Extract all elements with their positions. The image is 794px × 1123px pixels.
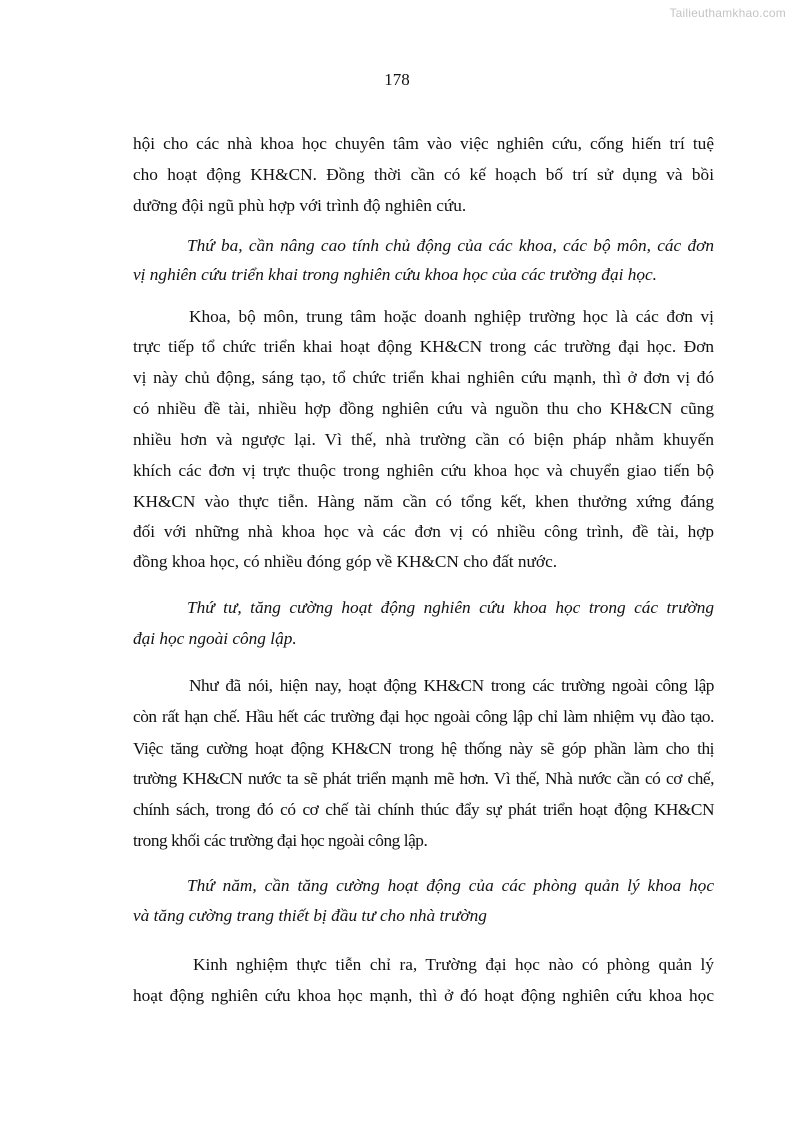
text-line: Thứ tư, tăng cường hoạt động nghiên cứu khoa học trong các trường bbox=[187, 598, 714, 617]
text-line: hoạt động nghiên cứu khoa học mạnh, thì ở đó hoạt động nghiên cứu khoa học bbox=[133, 986, 714, 1005]
watermark: Tailieuthamkhao.com bbox=[669, 6, 786, 20]
text-line: đối với những nhà khoa học và các đơn vị có nhiều công trình, đề tài, hợp bbox=[133, 522, 714, 541]
text-line: Việc tăng cường hoạt động KH&CN trong hệ thống này sẽ góp phần làm cho thị bbox=[133, 739, 714, 758]
page-number: 178 bbox=[384, 70, 410, 89]
text-line: khích các đơn vị trực thuộc trong nghiên cứu khoa học và chuyển giao tiến bộ bbox=[133, 461, 714, 480]
text-line: vị nghiên cứu triển khai trong nghiên cứu khoa học của các trường đại học. bbox=[133, 265, 657, 284]
text-line: vị này chủ động, sáng tạo, tổ chức triển khai nghiên cứu mạnh, thì ở đơn vị đó bbox=[133, 368, 714, 387]
text-line: trường KH&CN nước ta sẽ phát triển mạnh mẽ hơn. Vì thế, Nhà nước cần có cơ chế, bbox=[133, 769, 714, 788]
text-line: còn rất hạn chế. Hầu hết các trường đại học ngoài công lập chỉ làm nhiệm vụ đào tạo. bbox=[133, 707, 714, 726]
text-line: Khoa, bộ môn, trung tâm hoặc doanh nghiệp trường học là các đơn vị bbox=[189, 307, 714, 326]
text-line: nhiều hơn và ngược lại. Vì thế, nhà trường cần có biện pháp nhằm khuyến bbox=[133, 430, 714, 449]
text-line: hội cho các nhà khoa học chuyên tâm vào việc nghiên cứu, cống hiến trí tuệ bbox=[133, 134, 714, 153]
text-line: có nhiều đề tài, nhiều hợp đồng nghiên cứu và nguồn thu cho KH&CN cũng bbox=[133, 399, 714, 418]
text-line: KH&CN vào thực tiễn. Hàng năm cần có tổng kết, khen thưởng xứng đáng bbox=[133, 492, 714, 511]
text-line: trực tiếp tổ chức triển khai hoạt động KH&CN trong các trường đại học. Đơn bbox=[133, 337, 714, 356]
text-line: đại học ngoài công lập. bbox=[133, 629, 297, 648]
text-line: đồng khoa học, có nhiều đóng góp về KH&CN cho đất nước. bbox=[133, 552, 558, 571]
text-line: trong khối các trường đại học ngoài công lập. bbox=[133, 831, 428, 850]
text-line: Thứ năm, cần tăng cường hoạt động của các phòng quản lý khoa học bbox=[187, 876, 714, 895]
text-line: dưỡng đội ngũ phù hợp với trình độ nghiên cứu. bbox=[133, 196, 467, 215]
text-line: chính sách, trong đó có cơ chế tài chính thúc đẩy sự phát triển hoạt động KH&CN bbox=[133, 800, 714, 819]
text-line: Như đã nói, hiện nay, hoạt động KH&CN trong các trường ngoài công lập bbox=[189, 676, 714, 695]
text-line: Thứ ba, cần nâng cao tính chủ động của các khoa, các bộ môn, các đơn bbox=[187, 236, 714, 255]
text-line: và tăng cường trang thiết bị đầu tư cho nhà trường bbox=[133, 906, 487, 925]
text-line: Kinh nghiệm thực tiễn chỉ ra, Trường đại học nào có phòng quản lý bbox=[193, 955, 714, 974]
text-line: cho hoạt động KH&CN. Đồng thời cần có kế hoạch bố trí sử dụng và bồi bbox=[133, 165, 714, 184]
